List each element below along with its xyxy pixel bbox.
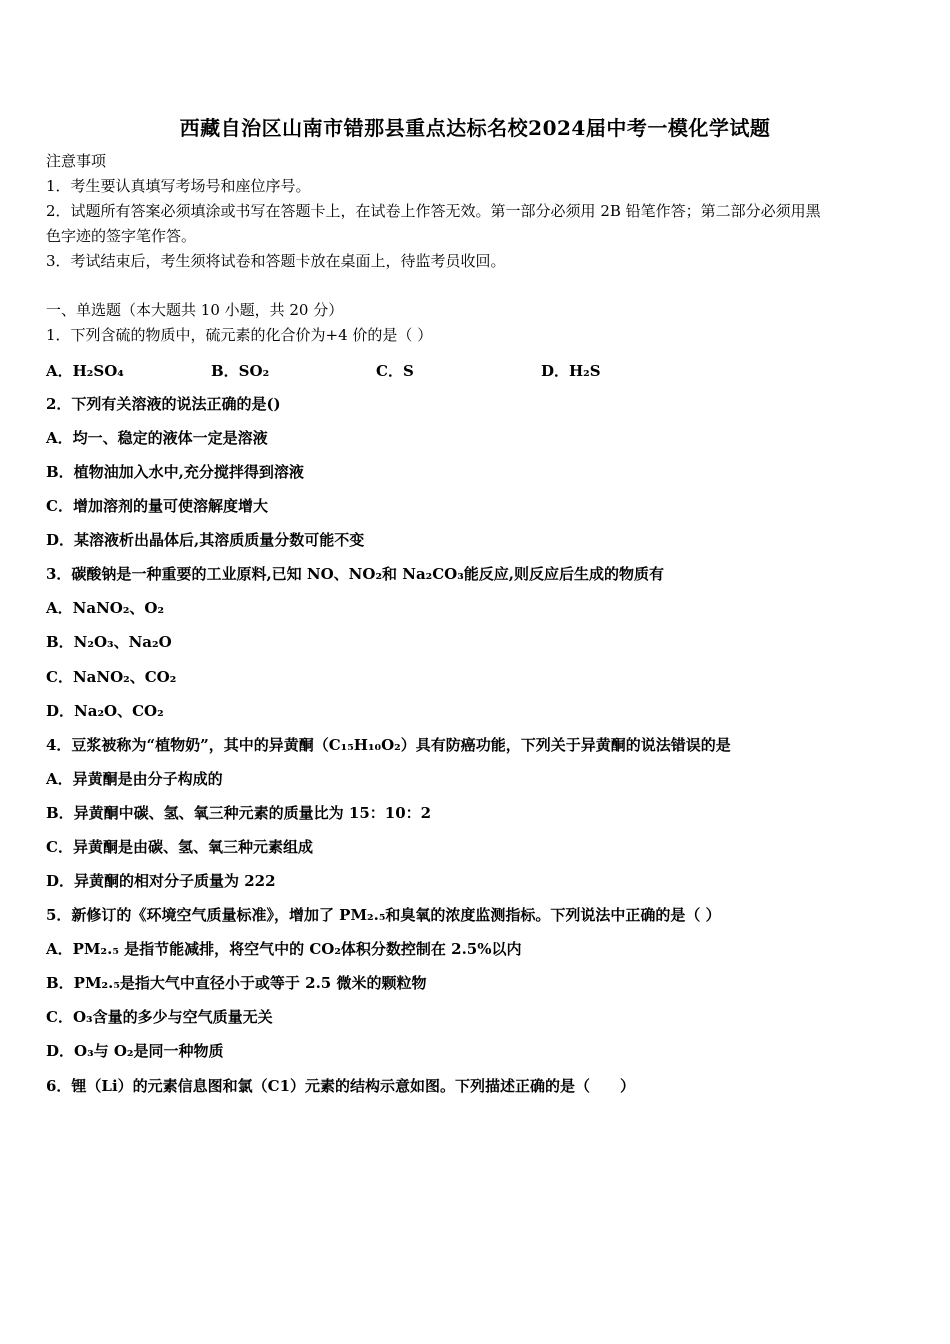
section-heading: 一、单选题（本大题共 10 小题，共 20 分）	[46, 301, 344, 319]
question-1-stem: 1．下列含硫的物质中，硫元素的化合价为+4 价的是（ ）	[46, 326, 433, 344]
q3-option-b: B．N₂O₃、Na₂O	[46, 633, 172, 651]
q4-option-a: A．异黄酮是由分子构成的	[46, 770, 223, 788]
notice-item-1: 1．考生要认真填写考场号和座位序号。	[46, 177, 311, 195]
q1-option-a: A．H₂SO₄	[46, 362, 124, 380]
q5-option-c: C．O₃含量的多少与空气质量无关	[46, 1008, 273, 1026]
question-1-options	[46, 360, 746, 380]
q3-option-a: A．NaNO₂、O₂	[46, 599, 165, 617]
question-2-stem: 2．下列有关溶液的说法正确的是()	[46, 395, 281, 413]
q1-option-c: C．S	[376, 362, 414, 380]
q4-option-c: C．异黄酮是由碳、氢、氧三种元素组成	[46, 838, 313, 856]
question-4-stem: 4．豆浆被称为“植物奶”，其中的异黄酮（C₁₅H₁₀O₂）具有防癌功能，下列关于异黄酮的说法错误的是	[46, 736, 731, 754]
notice-item-2-cont: 色字迹的签字笔作答。	[46, 227, 197, 245]
q5-option-b: B．PM₂.₅是指大气中直径小于或等于 2.5 微米的颗粒物	[46, 974, 427, 992]
q1-option-b: B．SO₂	[211, 362, 270, 380]
q3-option-d: D．Na₂O、CO₂	[46, 702, 164, 720]
q2-option-a: A．均一、稳定的液体一定是溶液	[46, 429, 268, 447]
notice-item-2: 2．试题所有答案必须填涂或书写在答题卡上，在试卷上作答无效。第一部分必须用 2B 铅笔作答；第二部分必须用黑	[46, 202, 821, 220]
q1-option-d: D．H₂S	[541, 362, 601, 380]
q2-option-b: B．植物油加入水中,充分搅拌得到溶液	[46, 463, 304, 481]
page-title: 西藏自治区山南市错那县重点达标名校2024届中考一模化学试题	[179, 116, 771, 140]
question-5-stem: 5．新修订的《环境空气质量标准》，增加了 PM₂.₅和臭氧的浓度监测指标。下列说法中正确的是（ ）	[46, 906, 721, 924]
question-3-stem: 3．碳酸钠是一种重要的工业原料,已知 NO、NO₂和 Na₂CO₃能反应,则反应后生成的物质有	[46, 565, 665, 583]
q4-option-d: D．异黄酮的相对分子质量为 222	[46, 872, 276, 890]
q2-option-d: D．某溶液析出晶体后,其溶质质量分数可能不变	[46, 531, 365, 549]
q5-option-a: A．PM₂.₅ 是指节能减排，将空气中的 CO₂体积分数控制在 2.5%以内	[46, 940, 522, 958]
notice-heading: 注意事项	[46, 152, 107, 170]
question-6-stem: 6．锂（Li）的元素信息图和氯（C1）元素的结构示意如图。下列描述正确的是（ ）	[46, 1077, 636, 1095]
q3-option-c: C．NaNO₂、CO₂	[46, 668, 177, 686]
notice-item-3: 3．考试结束后，考生须将试卷和答题卡放在桌面上，待监考员收回。	[46, 252, 506, 270]
q4-option-b: B．异黄酮中碳、氢、氧三种元素的质量比为 15：10：2	[46, 804, 432, 822]
q2-option-c: C．增加溶剂的量可使溶解度增大	[46, 497, 268, 515]
q5-option-d: D．O₃与 O₂是同一种物质	[46, 1042, 224, 1060]
